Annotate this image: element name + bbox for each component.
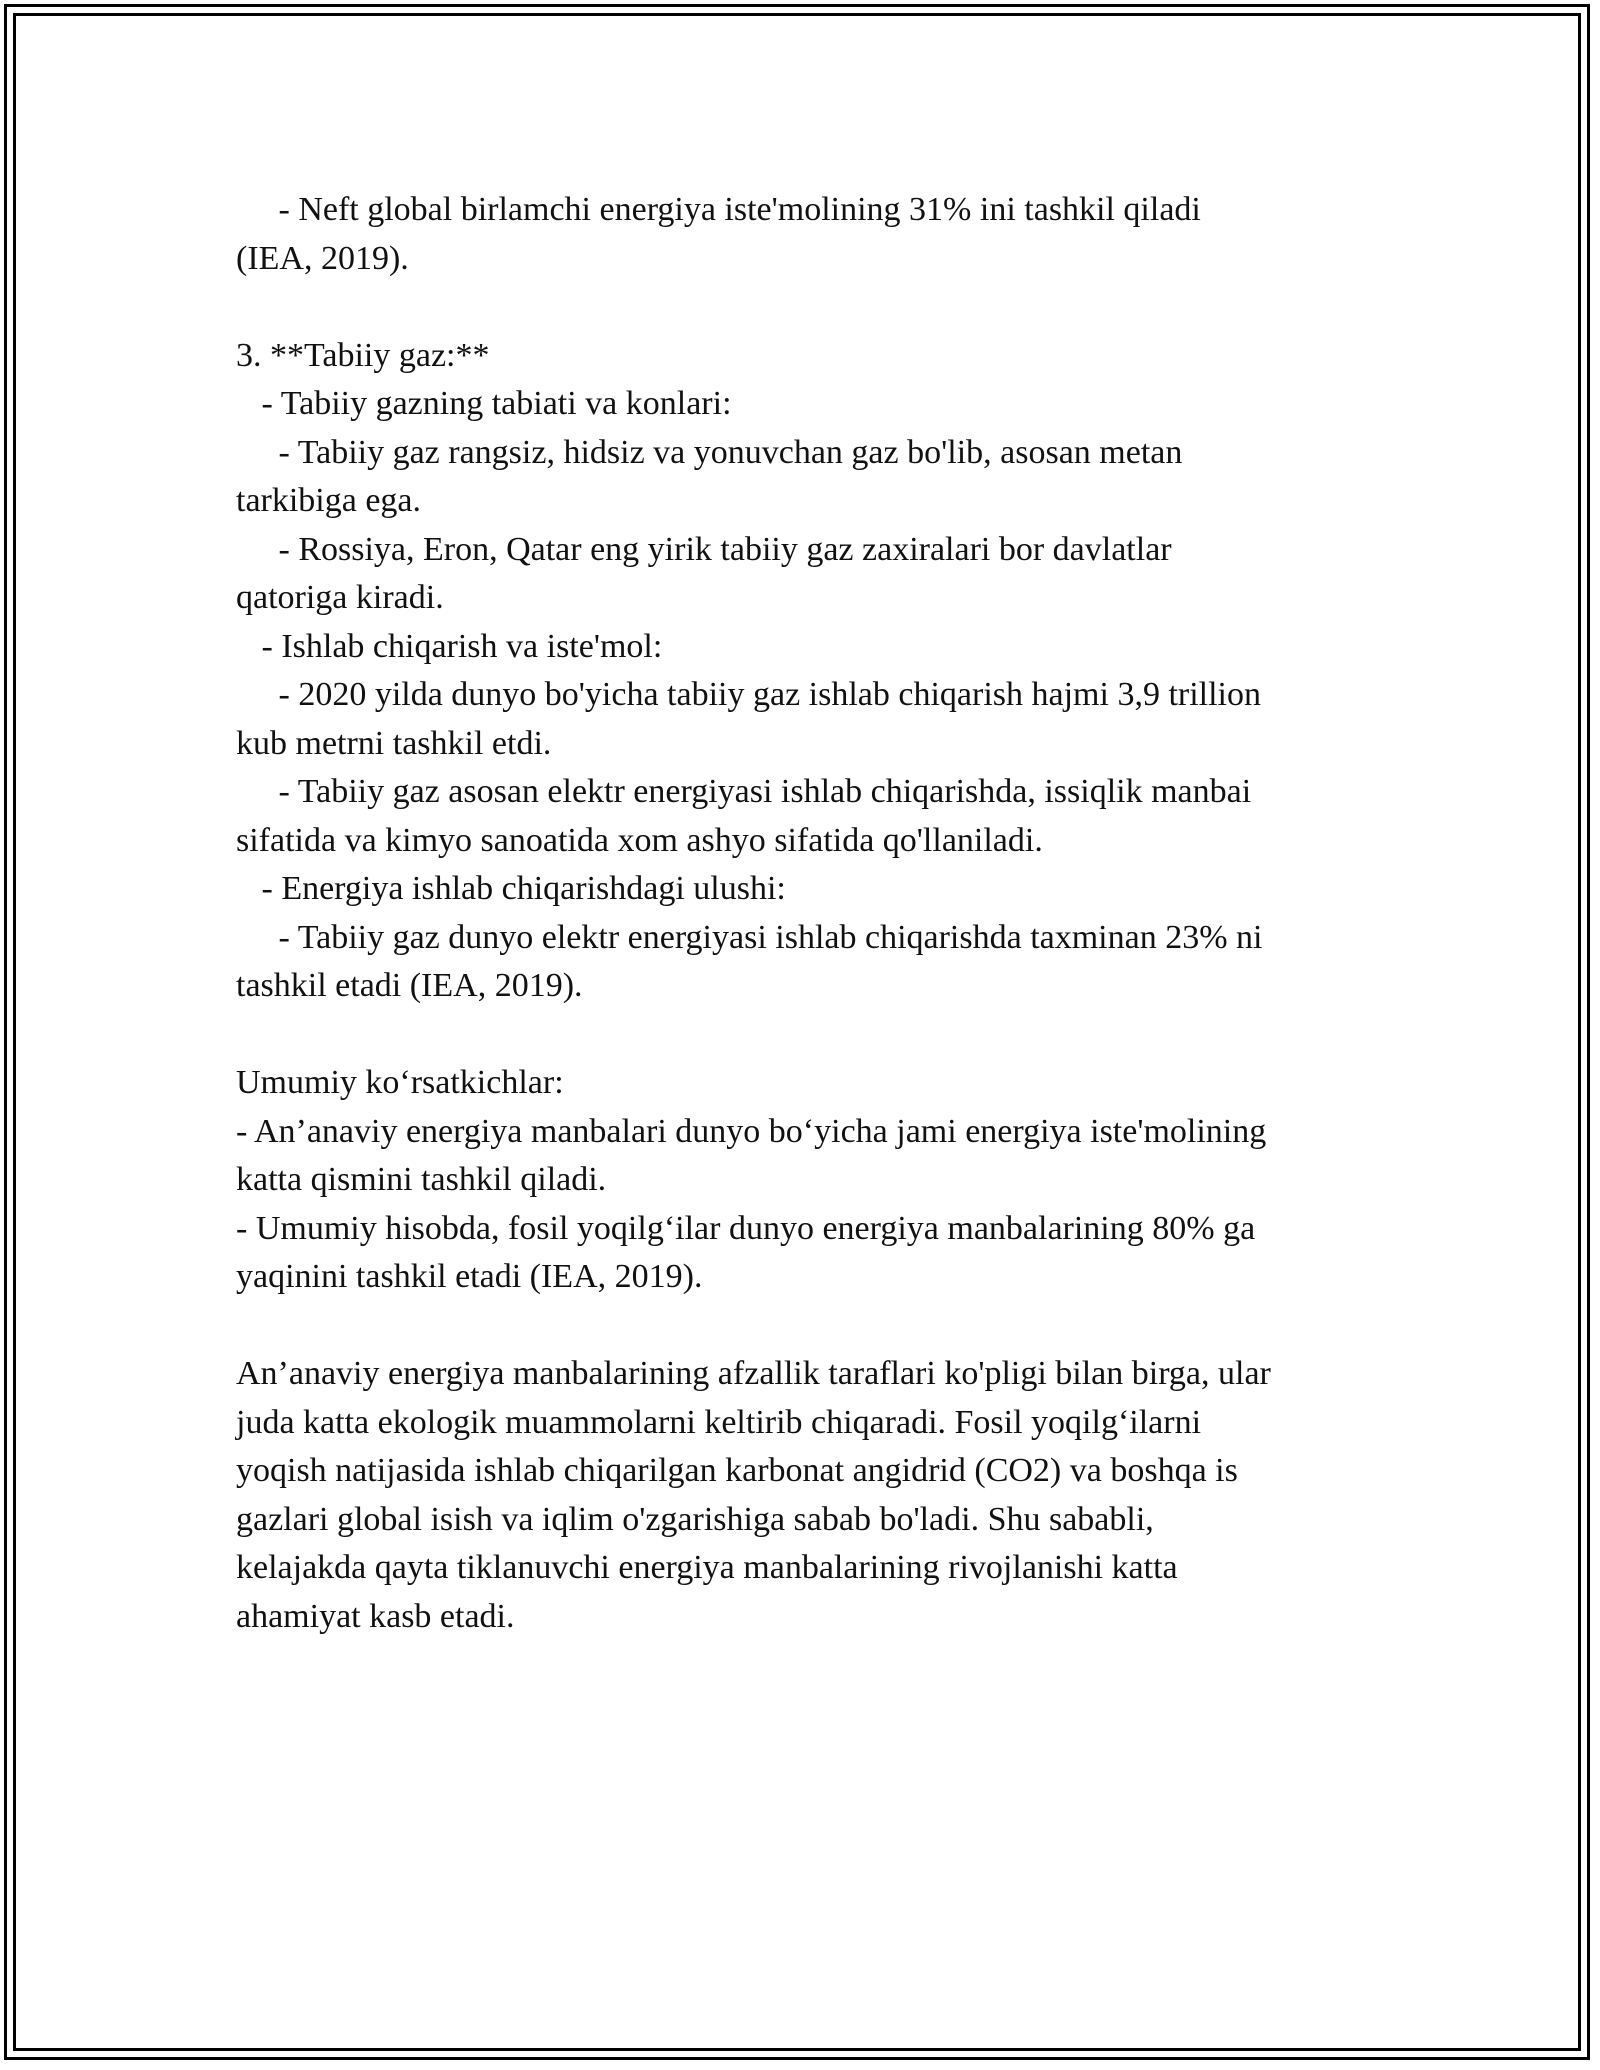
text-line: juda katta ekologik muammolarni keltirib chiqaradi. Fosil yoqilg‘ilarni [236, 1403, 1202, 1441]
text-line: qatoriga kiradi. [236, 579, 444, 616]
text-line: - Rossiya, Eron, Qatar eng yirik tabiiy gaz zaxiralari bor davlatlar [236, 530, 1172, 568]
summary-heading: Umumiy ko‘rsatkichlar: [236, 1064, 564, 1101]
text-line: yoqish natijasida ishlab chiqarilgan karbonat angidrid (CO2) va boshqa is [236, 1452, 1238, 1489]
section-heading: 3. **Tabiiy gaz:** [236, 336, 490, 374]
text-line: An’anaviy energiya manbalarining afzallik taraflari ko'pligi bilan birga, ular [236, 1355, 1271, 1392]
text-line: - Energiya ishlab chiqarishdagi ulushi: [236, 870, 786, 907]
text-line: gazlari global isish va iqlim o'zgarishiga sabab bo'ladi. Shu sababli, [236, 1500, 1154, 1538]
text-line: - 2020 yilda dunyo bo'yicha tabiiy gaz ishlab chiqarish hajmi 3,9 trillion [236, 676, 1261, 713]
text-line: - An’anaviy energiya manbalari dunyo bo‘yicha jami energiya iste'molining [236, 1112, 1267, 1150]
document-body [236, 186, 1396, 1641]
text-line: katta qismini tashkil qiladi. [236, 1161, 607, 1198]
text-line: - Neft global birlamchi energiya iste'molining 31% ini tashkil qiladi [236, 191, 1201, 228]
text-line: - Ishlab chiqarish va iste'mol: [236, 627, 663, 665]
blank-line [236, 1302, 1396, 1351]
text-line: - Tabiiy gaz dunyo elektr energiyasi ishlab chiqarishda taxminan 23% ni [236, 918, 1263, 956]
text-line: - Tabiiy gaz rangsiz, hidsiz va yonuvchan gaz bo'lib, asosan metan [236, 433, 1183, 471]
text-line: - Tabiiy gaz asosan elektr energiyasi ishlab chiqarishda, issiqlik manbai [236, 773, 1252, 810]
text-line: - Tabiiy gazning tabiati va konlari: [236, 385, 732, 422]
text-line: sifatida va kimyo sanoatida xom ashyo sifatida qo'llaniladi. [236, 821, 1043, 859]
text-line: kub metrni tashkil etdi. [236, 724, 552, 762]
text-line: ahamiyat kasb etadi. [236, 1597, 515, 1635]
blank-line [236, 1011, 1396, 1060]
blank-line [236, 283, 1396, 332]
text-line: tarkibiga ega. [236, 482, 422, 519]
text-line: kelajakda qayta tiklanuvchi energiya manbalarining rivojlanishi katta [236, 1549, 1178, 1586]
text-line: - Umumiy hisobda, fosil yoqilg‘ilar dunyo energiya manbalarining 80% ga [236, 1209, 1256, 1247]
text-line: yaqinini tashkil etadi (IEA, 2019). [236, 1258, 703, 1295]
text-line: tashkil etadi (IEA, 2019). [236, 967, 583, 1004]
text-line: (IEA, 2019). [236, 239, 409, 277]
